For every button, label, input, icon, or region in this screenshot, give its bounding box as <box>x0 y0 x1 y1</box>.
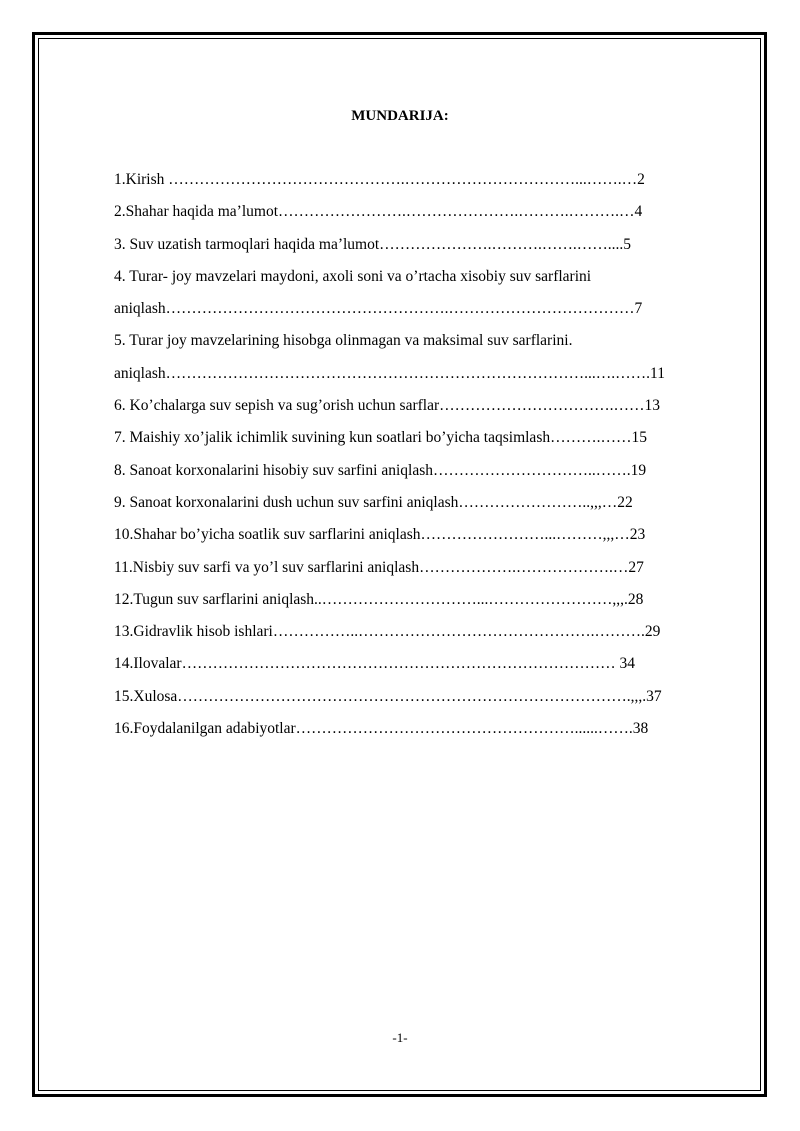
toc-entry-suv-uzatish: 3. Suv uzatish tarmoqlari haqida ma’lumot………………….……….…….……....5 <box>114 235 632 253</box>
page-number: -1- <box>392 1030 408 1045</box>
toc-entry-sanoat-dush: 9. Sanoat korxonalarini dush uchun suv sarfini aniqlash……………………..,,,…22 <box>114 493 633 511</box>
toc-entry-hisobga-olinmagan: 5. Turar joy mavzelarining hisobga olinmagan va maksimal suv sarflarini. <box>114 332 573 350</box>
toc-entry-hisobga-olinmagan-cont: aniqlash………………………………………………………………………...….…….11 <box>114 364 665 382</box>
toc-entry-ilovalar: 14.Ilovalar………………………………………………………………………… 34 <box>114 655 635 673</box>
toc-entry-maishiy-xojalik: 7. Maishiy xo’jalik ichimlik suvining kun soatlari bo’yicha taqsimlash……….……15 <box>114 429 647 447</box>
toc-entry-sanoat-hisobiy: 8. Sanoat korxonalarini hisobiy suv sarfini aniqlash…………………………..…….19 <box>114 461 647 479</box>
toc-entry-shahar-haqida: 2.Shahar haqida ma’lumot…………………….………………….……….……….…4 <box>114 203 643 221</box>
toc-entry-turar-joy-maydoni: 4. Turar- joy mavzelari maydoni, axoli soni va o’rtacha xisobiy suv sarflarini <box>114 267 592 285</box>
toc-entry-soatlik-suv: 10.Shahar bo’yicha soatlik suv sarflarini aniqlash……………………...………,,,…23 <box>114 526 646 544</box>
page-title: MUNDARIJA: <box>351 108 449 124</box>
toc-entry-foydalanilgan: 16.Foydalanilgan adabiyotlar………………………………………………......…….38 <box>114 720 649 738</box>
toc-entry-gidravlik-hisob: 13.Gidravlik hisob ishlari……………..……………………………………….……….29 <box>114 623 661 641</box>
toc-entry-kochalarga-suv: 6. Ko’chalarga suv sepish va sug’orish uchun sarflar…………………………….……13 <box>114 397 661 415</box>
toc-entry-kirish: 1.Kirish ……………………………………….……………………………...…….…2 <box>114 171 645 188</box>
table-of-contents <box>114 168 716 749</box>
toc-entry-nisbiy-suv: 11.Nisbiy suv sarfi va yo’l suv sarflarini aniqlash……………….……………….…27 <box>114 558 644 576</box>
toc-entry-turar-joy-maydoni-cont: aniqlash……………………………………………….………………………………7 <box>114 300 643 318</box>
toc-entry-xulosa: 15.Xulosa…………………………………………………………………………….,,,.37 <box>114 687 662 705</box>
toc-entry-tugun-suv: 12.Tugun suv sarflarini aniqlash..…………………………...……………………,,,.28 <box>114 590 644 608</box>
